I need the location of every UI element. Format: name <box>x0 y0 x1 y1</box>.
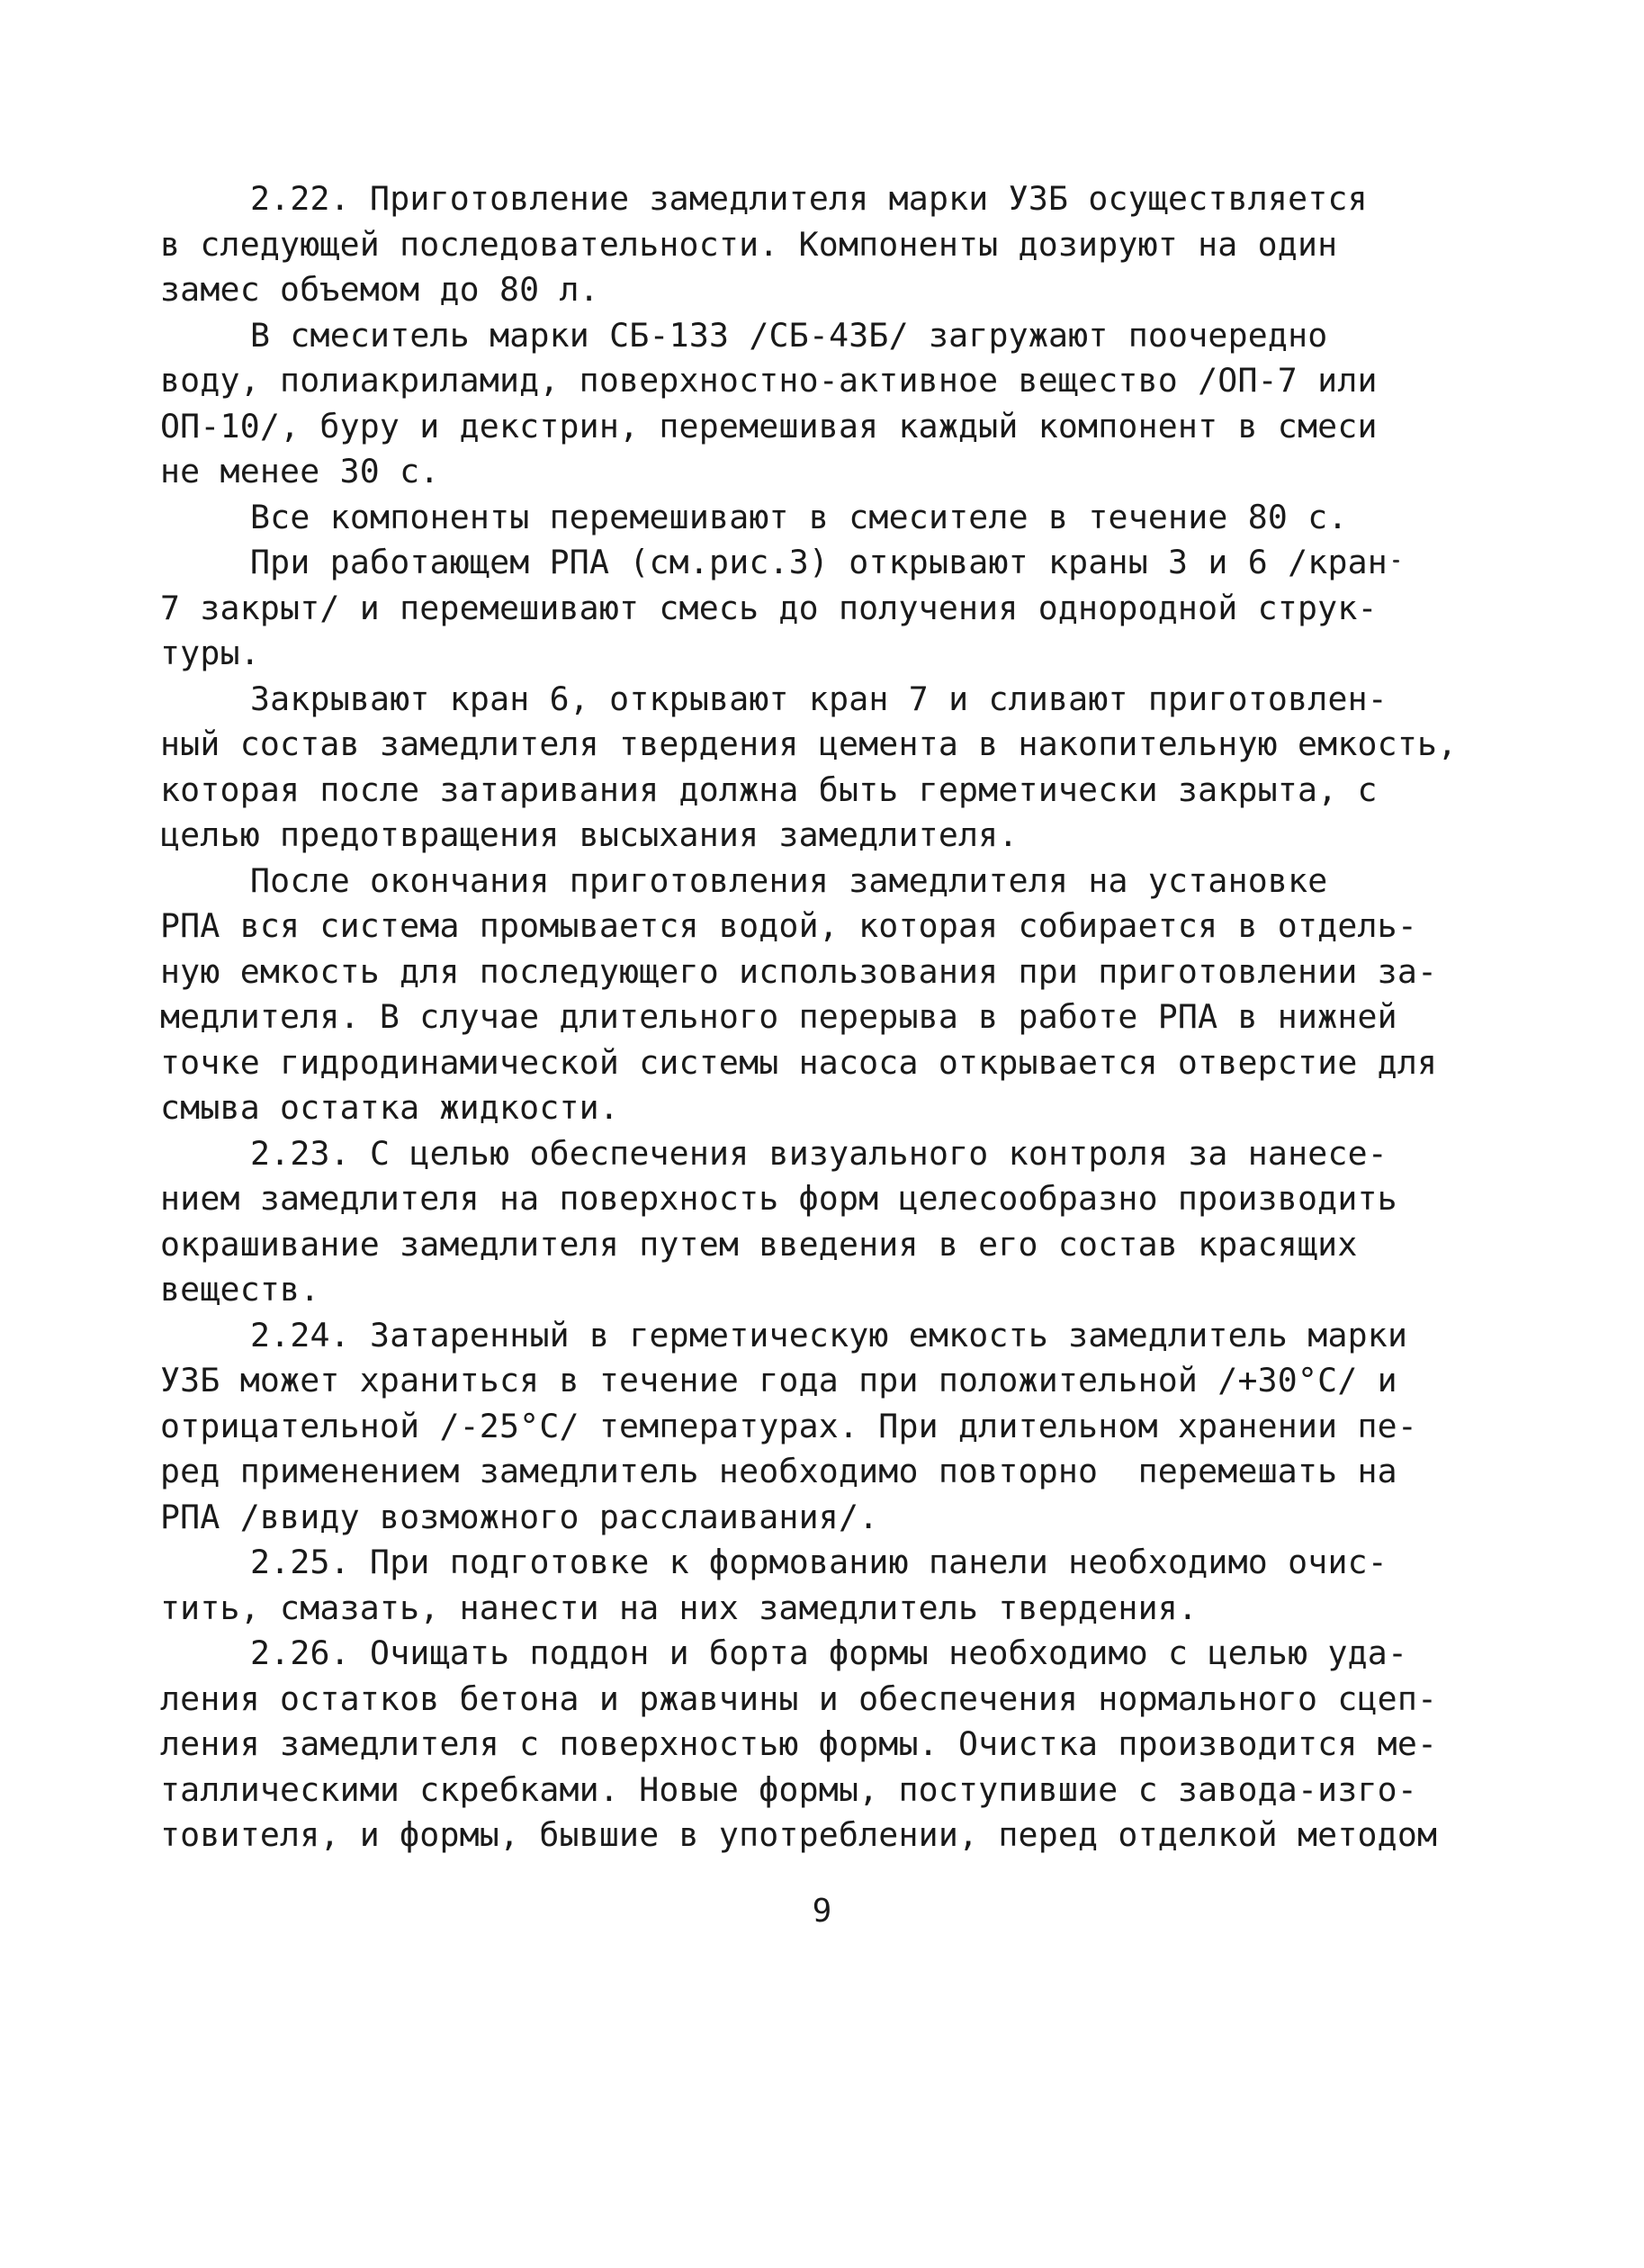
text-line: При работающем РПА (см.рис.3) открывают краны 3 и 6 /кран <box>250 543 1388 581</box>
text-line: замес объемом до 80 л. <box>160 270 599 309</box>
body-text <box>160 176 1458 1858</box>
text-line: ред применением замедлитель необходимо повторно перемешать на <box>160 1452 1397 1490</box>
text-line: не менее 30 с. <box>160 452 440 490</box>
text-line: смыва остатка жидкости. <box>160 1088 620 1127</box>
text-line: Закрывают кран 6, открывают кран 7 и сливают приготовлен- <box>250 679 1388 718</box>
text-line: целью предотвращения высыхания замедлителя. <box>160 815 1019 854</box>
text-line: 2.25. При подготовке к формованию панели необходимо очис- <box>250 1543 1388 1581</box>
text-line: 2.26. Очищать поддон и борта формы необходимо с целью уда- <box>250 1634 1408 1672</box>
text-line: окрашивание замедлителя путем введения в его состав красящих <box>160 1224 1358 1264</box>
text-line: 2.23. С целью обеспечения визуального контроля за нанесе- <box>250 1133 1388 1173</box>
text-line: 2.24. Затаренный в герметическую емкость замедлитель марки <box>250 1315 1408 1354</box>
text-line: веществ. <box>160 1270 320 1309</box>
text-line: В смеситель марки СБ-133 /СБ-43Б/ загружают поочередно <box>250 315 1328 355</box>
text-line: товителя, и формы, бывшие в употреблении, перед отделкой методом <box>160 1815 1438 1854</box>
text-line: ный состав замедлителя твердения цемента в накопительную емкость, <box>160 724 1458 763</box>
text-line: которая после затаривания должна быть герметически закрыта, с <box>160 770 1378 809</box>
text-line: в следующей последовательности. Компоненты дозируют на один <box>160 224 1338 264</box>
text-line: туры. <box>160 634 260 672</box>
text-line: медлителя. В случае длительного перерыва в работе РПА в нижней <box>160 997 1397 1036</box>
text-line: Все компоненты перемешивают в смесителе в течение 80 с. <box>250 497 1348 536</box>
text-line: После окончания приготовления замедлителя на установке <box>250 860 1328 900</box>
text-line: точке гидродинамической системы насоса открывается отверстие для <box>160 1042 1438 1082</box>
text-line: ления замедлителя с поверхностью формы. Очистка производится ме- <box>160 1724 1438 1763</box>
text-line: УЗБ может храниться в течение года при положительной /+30°С/ и <box>160 1361 1397 1400</box>
text-line: воду, полиакриламид, поверхностно-активное вещество /ОП-7 или <box>160 361 1378 400</box>
text-line: ную емкость для последующего использования при приготовлении за- <box>160 951 1438 991</box>
text-line: 2.22. Приготовление замедлителя марки УЗБ осуществляется <box>250 179 1368 218</box>
text-line: тить, смазать, нанести на них замедлитель твердения. <box>160 1588 1199 1627</box>
text-line: 7 закрыт/ и перемешивают смесь до получения однородной струк- <box>160 588 1378 627</box>
text-line: отрицательной /-25°С/ температурах. При длительном хранении пе- <box>160 1406 1418 1445</box>
text-line: РПА /ввиду возможного расслаивания/. <box>160 1497 879 1536</box>
scan-artifact-mark <box>1393 560 1399 562</box>
text-line: нием замедлителя на поверхность форм целесообразно производить <box>160 1179 1397 1218</box>
text-line: ления остатков бетона и ржавчины и обеспечения нормального сцеп- <box>160 1678 1438 1718</box>
page-number: 9 <box>812 1893 832 1930</box>
text-line: РПА вся система промывается водой, которая собирается в отдель- <box>160 906 1418 945</box>
text-line: ОП-10/, буру и декстрин, перемешивая каждый компонент в смеси <box>160 406 1378 446</box>
text-line: таллическими скребками. Новые формы, поступившие с завода-изго- <box>160 1769 1418 1809</box>
